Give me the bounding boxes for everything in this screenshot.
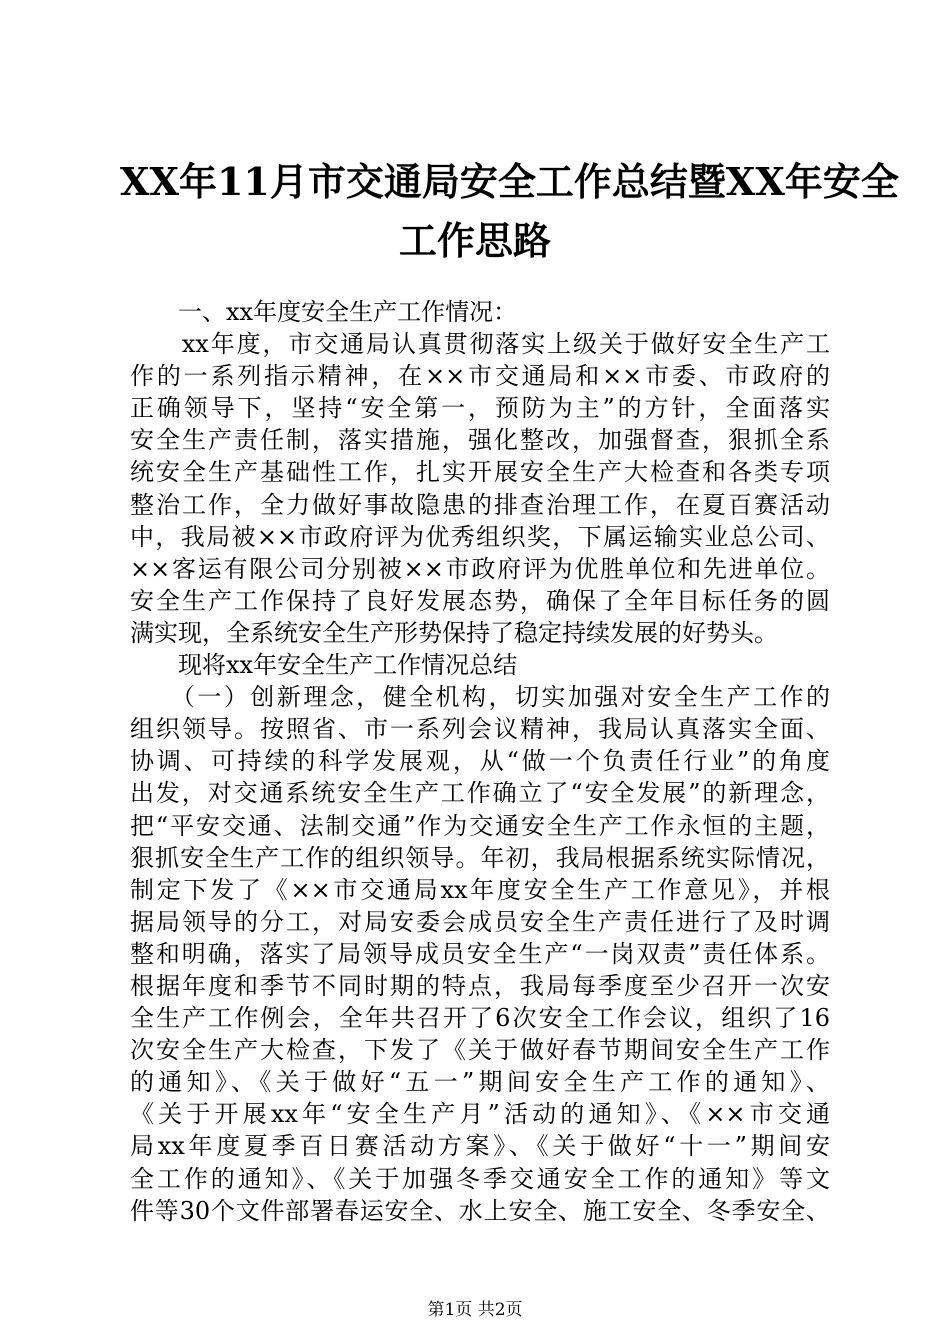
body-text-line: 《关于开展xx年“安全生产月”活动的通知》、《××市交通 (130, 1100, 830, 1129)
body-text-line: 全生产工作例会，全年共召开了6次安全工作会议，组织了16 (130, 1004, 830, 1033)
body-text-line: 作的一系列指示精神，在××市交通局和××市委、市政府的 (130, 362, 830, 391)
body-text-line: 制定下发了《××市交通局xx年度安全生产工作意见》，并根 (130, 875, 830, 904)
page-footer: 第1页 共2页 (427, 1300, 523, 1320)
body-text-line: 安全生产工作保持了良好发展态势，确保了全年目标任务的圆 (130, 586, 830, 615)
body-text-line: 根据年度和季节不同时期的特点，我局每季度至少召开一次安 (130, 971, 830, 1000)
body-text-line: 出发，对交通系统安全生产工作确立了“安全发展”的新理念， (130, 779, 830, 808)
body-text-line: 件等30个文件部署春运安全、水上安全、施工安全、冬季安全、 (130, 1196, 830, 1225)
body-text-line: 的通知》、《关于做好“五一”期间安全生产工作的通知》、 (130, 1068, 830, 1097)
body-text-line: 狠抓安全生产工作的组织领导。年初，我局根据系统实际情况， (130, 843, 830, 872)
body-text-line: 全工作的通知》、《关于加强冬季交通安全工作的通知》等文 (130, 1164, 830, 1193)
document-title-line-2: 工作思路 (398, 218, 551, 263)
document-title-line-1: XX年11月市交通局安全工作总结暨XX年安全 (120, 159, 899, 204)
body-text-line: 统安全生产基础性工作，扎实开展安全生产大检查和各类专项 (130, 458, 830, 487)
body-text-line: 次安全生产大检查，下发了《关于做好春节期间安全生产工作 (130, 1036, 830, 1065)
body-text-line: xx年度，市交通局认真贯彻落实上级关于做好安全生产工 (130, 330, 830, 359)
body-text-line: 正确领导下，坚持“安全第一，预防为主”的方针，全面落实 (130, 394, 830, 423)
body-text-line: 组织领导。按照省、市一系列会议精神，我局认真落实全面、 (130, 715, 830, 744)
body-text-line: 协调、可持续的科学发展观，从“做一个负责任行业”的角度 (130, 747, 830, 776)
body-text-line: 局xx年度夏季百日赛活动方案》、《关于做好“十一”期间安 (130, 1132, 830, 1161)
body-text-line: 整和明确，落实了局领导成员安全生产“一岗双责”责任体系。 (130, 939, 830, 968)
body-text-line: 整治工作，全力做好事故隐患的排查治理工作，在夏百赛活动 (130, 490, 830, 519)
body-text-line: （一）创新理念，健全机构，切实加强对安全生产工作的 (130, 683, 830, 712)
body-text-line: 一、xx年度安全生产工作情况： (130, 298, 518, 326)
body-text-line: 把“平安交通、法制交通”作为交通安全生产工作永恒的主题， (130, 811, 830, 840)
document-body (130, 296, 830, 1227)
body-text-line: 安全生产责任制，落实措施，强化整改，加强督查，狠抓全系 (130, 426, 830, 455)
body-text-line: 满实现，全系统安全生产形势保持了稳定持续发展的好势头。 (130, 618, 778, 647)
body-text-line: 据局领导的分工，对局安委会成员安全生产责任进行了及时调 (130, 907, 830, 936)
body-text-line: 中，我局被××市政府评为优秀组织奖，下属运输实业总公司、 (130, 522, 830, 551)
body-text-line: ××客运有限公司分别被××市政府评为优胜单位和先进单位。 (130, 554, 830, 583)
body-text-line: 现将xx年安全生产工作情况总结 (130, 651, 518, 680)
